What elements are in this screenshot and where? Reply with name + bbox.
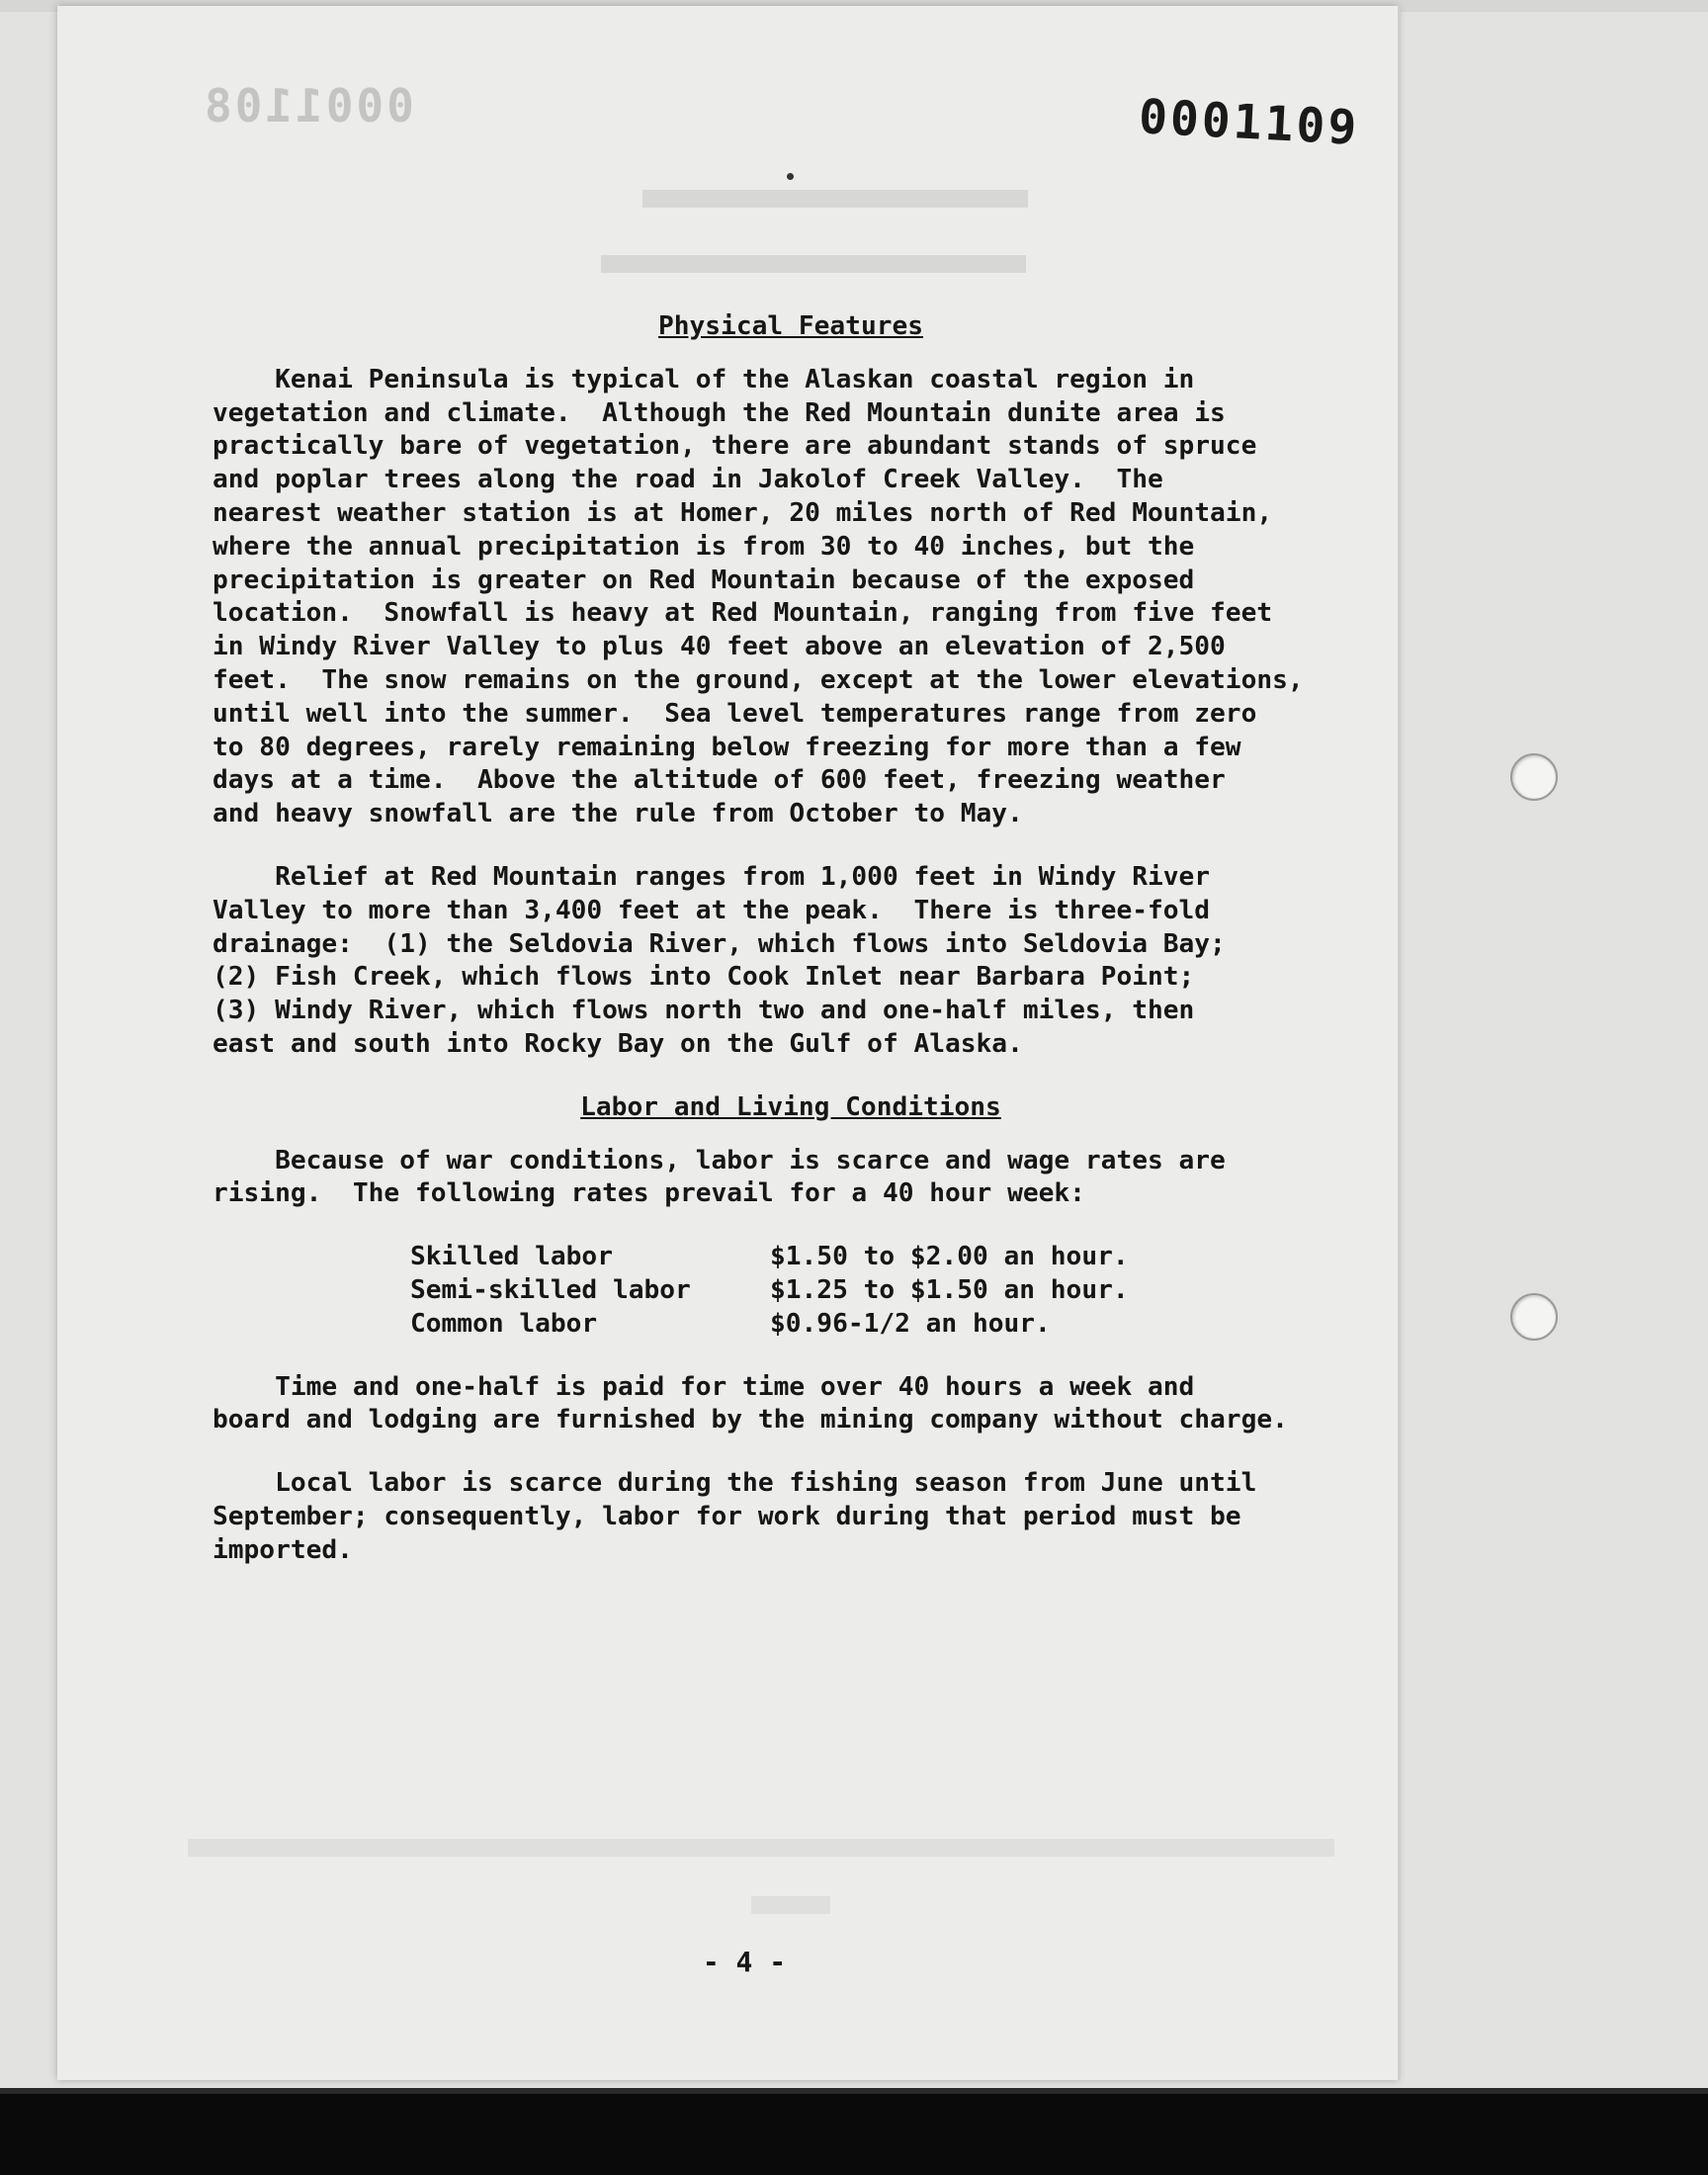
rate-label: Skilled labor xyxy=(410,1242,613,1272)
punch-hole-upper xyxy=(1510,753,1558,801)
table-row xyxy=(410,1308,1129,1342)
bleed-through-mark xyxy=(751,1896,830,1914)
table-row xyxy=(410,1274,1129,1308)
bleed-through-mark xyxy=(601,255,1026,273)
ink-dot xyxy=(787,173,794,180)
wage-rates-table xyxy=(410,1241,1129,1341)
document-number-stamp: 0001109 xyxy=(1137,89,1361,156)
rate-value: $1.25 to $1.50 an hour. xyxy=(770,1274,1129,1305)
paragraph-overtime: Time and one-half is paid for time over 40 hours a week and board and lodging are furnished by the mining company without charge. xyxy=(213,1371,1288,1436)
paragraph-climate: Kenai Peninsula is typical of the Alaskan coastal region in vegetation and climate. Although the Red Mountain dunite area is practically bare of vegetation, there are abundant stands of spruce and poplar trees along the road in Jakolof Creek Valley. The nearest weather station is at Homer, 20 miles north of Red Mountain, where the annual precipitation is from 30 to 40 inches, but the precipitation is greater on Red Mountain because of the exposed location. Snowfall is heavy at Red Mountain, ranging from five feet in Windy River Valley to plus 40 feet above an elevation of 2,500 feet. The snow remains on the ground, except at the lower elevations, until well into the summer. Sea level temperatures range from zero to 80 degrees, rarely remaining below freezing for more than a few days at a time. Above the altitude of 600 feet, freezing weather and heavy snowfall are the rule from October to May. xyxy=(213,364,1304,829)
ghost-document-number: 0001108 xyxy=(202,79,414,132)
bleed-through-mark xyxy=(642,190,1028,208)
paragraph-labor-intro: Because of war conditions, labor is scarce and wage rates are rising. The following rates prevail for a 40 hour week: xyxy=(213,1145,1226,1209)
table-row xyxy=(410,1241,1129,1274)
paragraph-relief: Relief at Red Mountain ranges from 1,000 feet in Windy River Valley to more than 3,400 feet at the peak. There is three-fold drainage: (1) the Seldovia River, which flows into Seldovia Bay; (2) Fish Creek, which flows into Cook Inlet near Barbara Point; (3) Windy River, which flows north two and one-half miles, then east and south into Rocky Bay on the Gulf of Alaska. xyxy=(213,861,1226,1059)
paragraph-local-labor: Local labor is scarce during the fishing season from June until September; consequently, labor for work during that period must be imported. xyxy=(213,1468,1257,1565)
document-body xyxy=(213,310,1369,1568)
bleed-through-mark xyxy=(188,1839,1334,1857)
punch-hole-lower xyxy=(1510,1293,1558,1341)
section-heading-labor: Labor and Living Conditions xyxy=(580,1091,1001,1122)
scan-bottom-band xyxy=(0,2094,1708,2175)
paper-edge xyxy=(1398,6,1401,2080)
rate-value: $1.50 to $2.00 an hour. xyxy=(770,1242,1129,1272)
section-heading-physical-features: Physical Features xyxy=(657,311,924,341)
rate-label: Semi-skilled labor xyxy=(410,1274,691,1305)
page-number: - 4 - xyxy=(702,1946,787,1978)
rate-value: $0.96-1/2 an hour. xyxy=(770,1308,1051,1339)
rate-label: Common labor xyxy=(410,1308,598,1339)
